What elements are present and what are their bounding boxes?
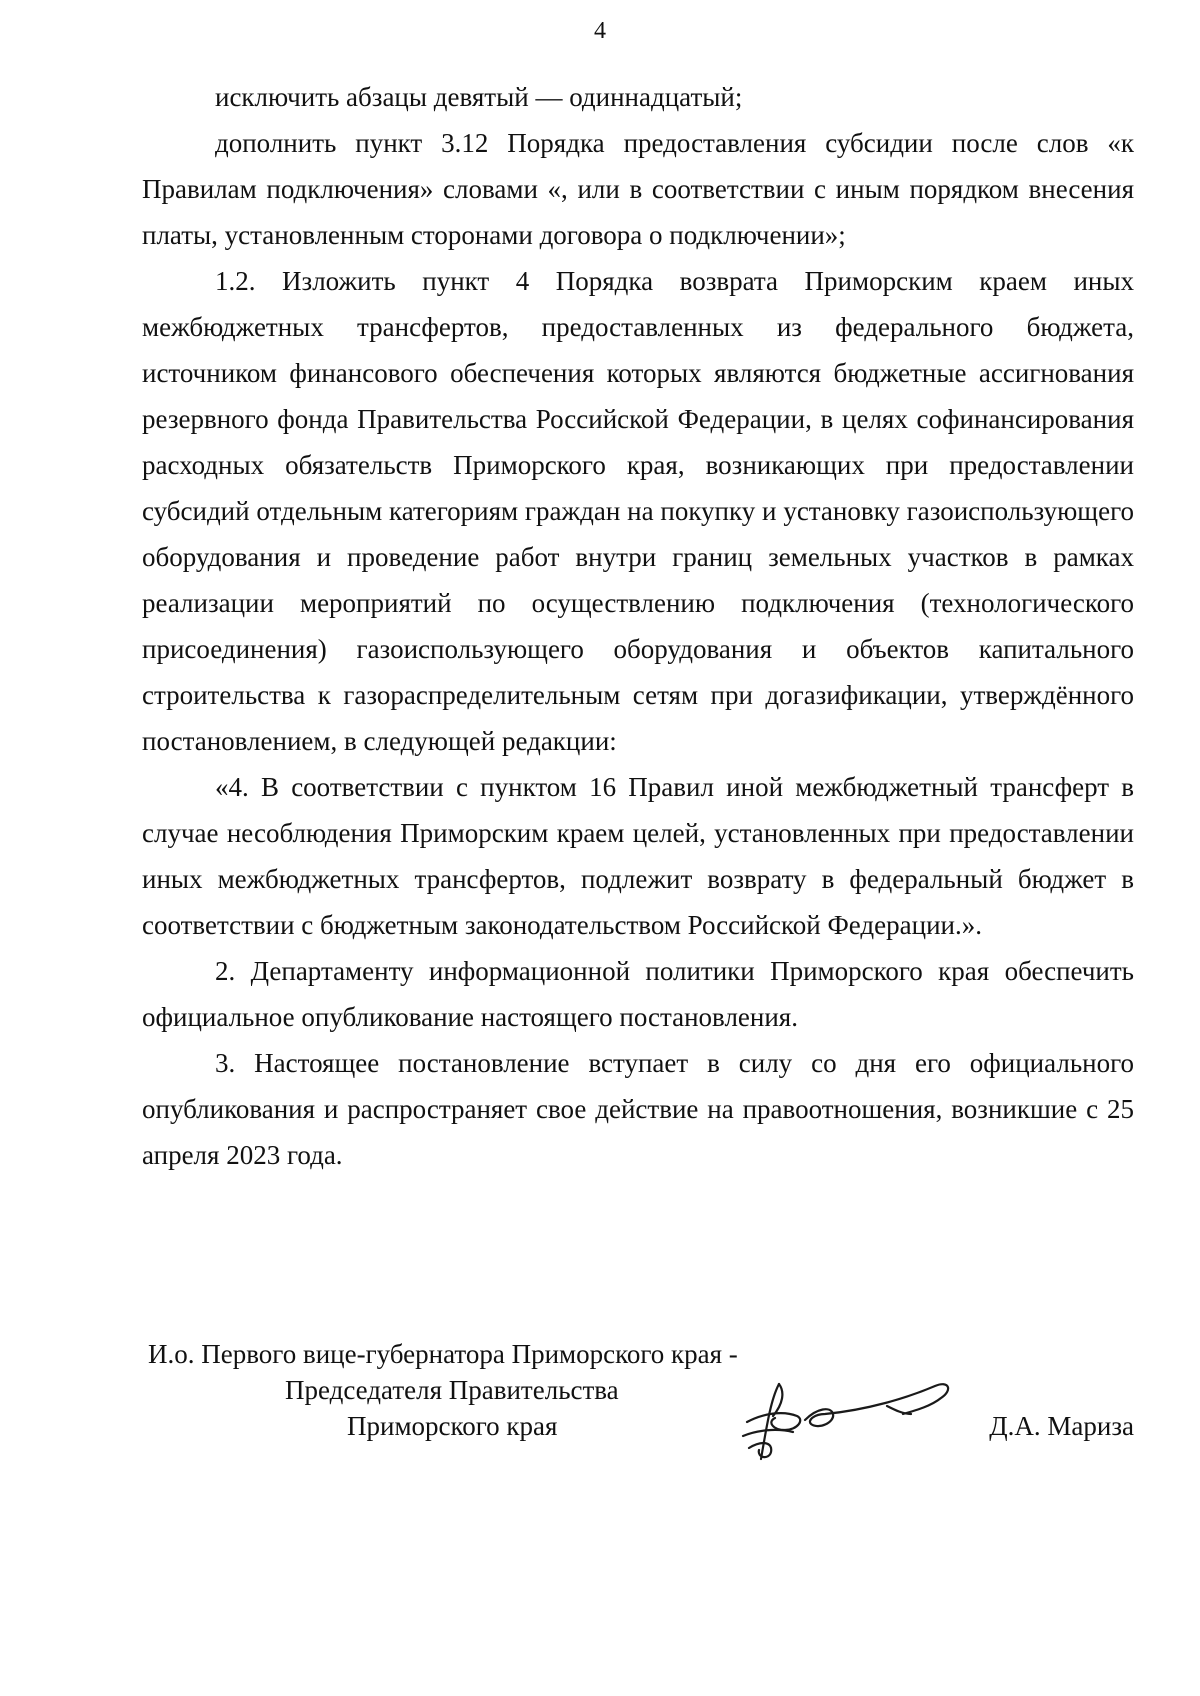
paragraph-1-2: 1.2. Изложить пункт 4 Порядка возврата Приморским краем иных межбюджетных трансфертов, предоставленных из федерального бюджета, источником финансового обеспечения которых являются бюджетные ассигнования резервного фонда Правительства Российской Федерации, в целях софинансирования расходных обязательств Приморского края, возникающих при предоставлении субсидий отдельным категориям граждан на покупку и установку газоиспользующего оборудования и проведение работ внутри границ земельных участков в рамках реализации мероприятий по осуществлению подключения (технологического присоединения) газоиспользующего оборудования и объектов капитального строительства к газораспределительным сетям при догазификации, утверждённого постановлением, в следующей редакции: — [142, 266, 1134, 756]
signatory-title-line-2: Председателя Правительства — [285, 1375, 619, 1405]
paragraph-2: 2. Департаменту информационной политики Приморского края обеспечить официальное опубликование настоящего постановления. — [142, 956, 1134, 1032]
paragraph-amend-3-12: дополнить пункт 3.12 Порядка предоставления субсидии после слов «к Правилам подключения» словами «, или в соответствии с иным порядком внесения платы, установленным сторонами договора о подключении»; — [142, 128, 1134, 250]
paragraph-exclude-clauses: исключить абзацы девятый — одиннадцатый; — [215, 82, 743, 112]
signatory-name: Д.А. Мариза — [989, 1411, 1134, 1441]
signature-block — [142, 1336, 1134, 1466]
signatory-title-line-3: Приморского края — [347, 1411, 558, 1441]
handwritten-signature — [727, 1364, 957, 1464]
signatory-title-line-1: И.о. Первого вице-губернатора Приморского края - — [148, 1339, 738, 1369]
page-number: 4 — [594, 18, 606, 44]
document-body — [142, 74, 1134, 1178]
paragraph-3: 3. Настоящее постановление вступает в силу со дня его официального опубликования и распространяет свое действие на правоотношения, возникшие с 25 апреля 2023 года. — [142, 1048, 1134, 1170]
paragraph-clause-4: «4. В соответствии с пунктом 16 Правил иной межбюджетный трансферт в случае несоблюдения Приморским краем целей, установленных при предоставлении иных межбюджетных трансфертов, подлежит возврату в федеральный бюджет в соответствии с бюджетным законодательством Российской Федерации.». — [142, 772, 1134, 940]
